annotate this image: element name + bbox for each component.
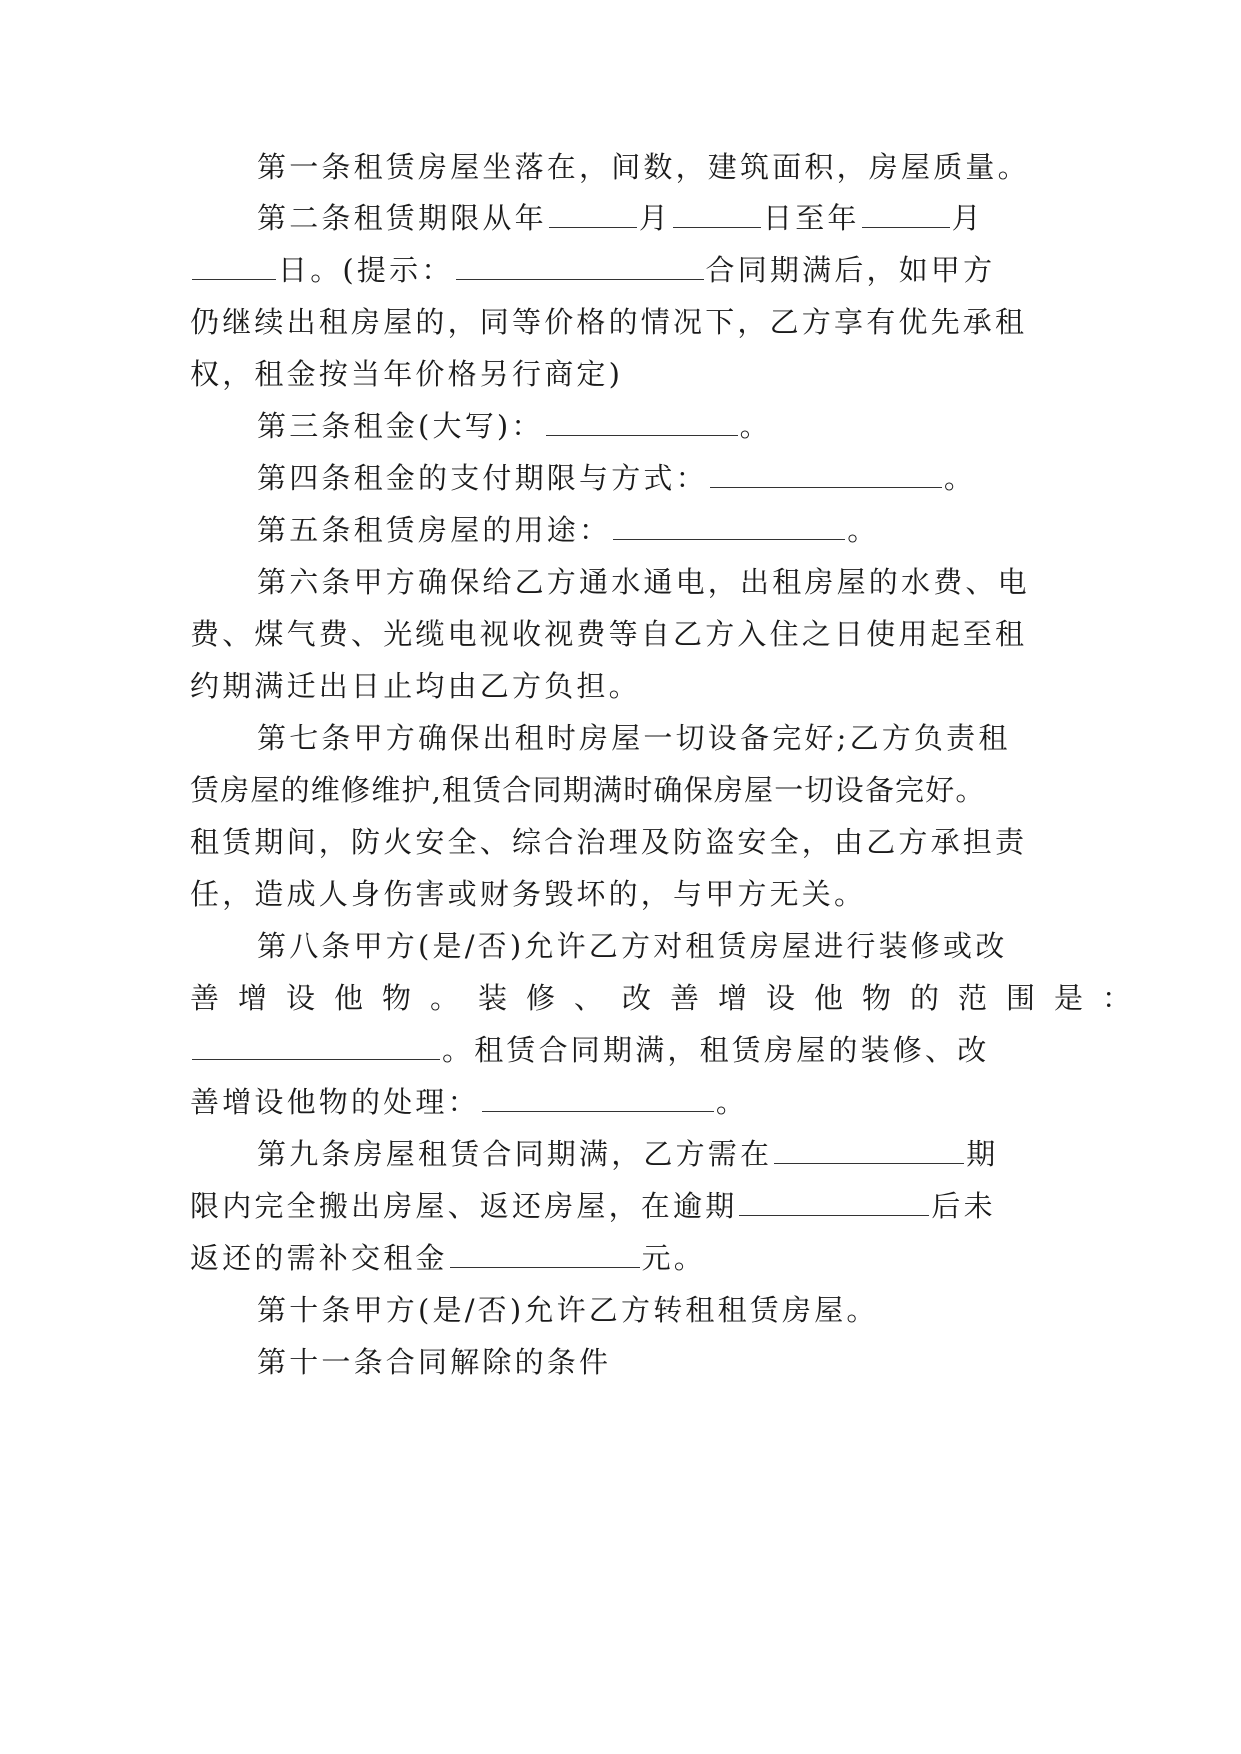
- text: 善增设他物。装修、改善增设他物的范围是：: [190, 981, 1151, 1015]
- clause-8-line-3: [190, 1028, 989, 1072]
- text: 限内完全搬出房屋、返还房屋，在逾期: [190, 1189, 738, 1223]
- text: 。: [715, 1085, 749, 1119]
- text: 第八条甲方(是/否)允许乙方对租赁房屋进行装修或改: [257, 929, 1008, 963]
- clause-6-line-3: [190, 664, 641, 708]
- clause-8-line-2: [190, 976, 1150, 1020]
- text: 权，租金按当年价格另行商定): [190, 357, 624, 391]
- text: 日。(提示：: [278, 253, 454, 287]
- text: 月: [638, 201, 672, 235]
- fill-blank[interactable]: [613, 509, 845, 540]
- text: 第十一条合同解除的条件: [257, 1345, 612, 1379]
- text: 费、煤气费、光缆电视收视费等自乙方入住之日使用起至租: [190, 617, 1028, 651]
- text: 租赁期间，防火安全、综合治理及防盗安全，由乙方承担责: [190, 825, 1028, 859]
- text: 返还的需补交租金: [190, 1241, 448, 1275]
- text: 第七条甲方确保出租时房屋一切设备完好;乙方负责租: [257, 721, 1011, 755]
- text: 。: [739, 409, 772, 443]
- clause-1-text: 第一条租赁房屋坐落在，间数，建筑面积，房屋质量。: [257, 150, 1030, 184]
- clause-9-line-3: [190, 1236, 706, 1280]
- text: 日至年: [763, 201, 860, 235]
- clause-4-line: [257, 456, 976, 500]
- text: 第二条租赁期限从年: [257, 201, 547, 235]
- fill-blank[interactable]: [862, 197, 950, 228]
- text: 。: [847, 513, 880, 547]
- fill-blank[interactable]: [456, 249, 704, 280]
- fill-blank[interactable]: [192, 1029, 440, 1060]
- fill-blank[interactable]: [192, 249, 276, 280]
- text: 后未: [931, 1189, 996, 1223]
- text: 仍继续出租房屋的，同等价格的情况下，乙方享有优先承租: [190, 305, 1028, 339]
- fill-blank[interactable]: [482, 1081, 714, 1112]
- text: 第三条租金(大写)：: [257, 409, 544, 443]
- clause-7-line-4: [190, 872, 866, 916]
- clause-7-line-2: [190, 768, 986, 812]
- text: 善增设他物的处理：: [190, 1085, 480, 1119]
- clause-5-line: [257, 508, 879, 552]
- text: 。: [943, 461, 977, 495]
- clause-3-line: [257, 404, 772, 448]
- clause-6-line-1: [257, 560, 1030, 604]
- clause-2-line-4: [190, 352, 623, 396]
- text: 任，造成人身伤害或财务毁坏的，与甲方无关。: [190, 877, 867, 911]
- text: 元。: [641, 1241, 707, 1275]
- clause-11-line: [257, 1340, 611, 1384]
- fill-blank[interactable]: [450, 1237, 640, 1268]
- text: 第九条房屋租赁合同期满，乙方需在: [257, 1137, 773, 1171]
- text: 第五条租赁房屋的用途：: [257, 513, 612, 547]
- text: 第六条甲方确保给乙方通水通电，出租房屋的水费、电: [257, 565, 1030, 599]
- fill-blank[interactable]: [549, 197, 637, 228]
- clause-1-line: [257, 145, 1030, 189]
- text: 约期满迁出日止均由乙方负担。: [190, 669, 641, 703]
- text: 赁房屋的维修维护,租赁合同期满时确保房屋一切设备完好。: [190, 773, 986, 807]
- text: 第四条租金的支付期限与方式：: [257, 461, 708, 495]
- text: 第十条甲方(是/否)允许乙方转租租赁房屋。: [257, 1293, 879, 1327]
- text: 期: [966, 1137, 999, 1171]
- clause-2-line-1: [257, 196, 984, 240]
- clause-2-line-3: [190, 300, 1027, 344]
- clause-7-line-3: [190, 820, 1027, 864]
- fill-blank[interactable]: [739, 1185, 929, 1216]
- clause-2-line-2: [190, 248, 995, 292]
- fill-blank[interactable]: [546, 405, 738, 436]
- text: 合同期满后，如甲方: [705, 253, 996, 287]
- clause-10-line: [257, 1288, 879, 1332]
- fill-blank[interactable]: [710, 457, 942, 488]
- clause-9-line-1: [257, 1132, 998, 1176]
- clause-7-line-1: [257, 716, 1011, 760]
- clause-6-line-2: [190, 612, 1027, 656]
- fill-blank[interactable]: [774, 1133, 964, 1164]
- text: 。租赁合同期满，租赁房屋的装修、改: [442, 1033, 990, 1067]
- clause-9-line-2: [190, 1184, 996, 1228]
- clause-8-line-1: [257, 924, 1007, 968]
- clause-8-line-4: [190, 1080, 748, 1124]
- text: 月: [951, 201, 984, 235]
- fill-blank[interactable]: [673, 197, 761, 228]
